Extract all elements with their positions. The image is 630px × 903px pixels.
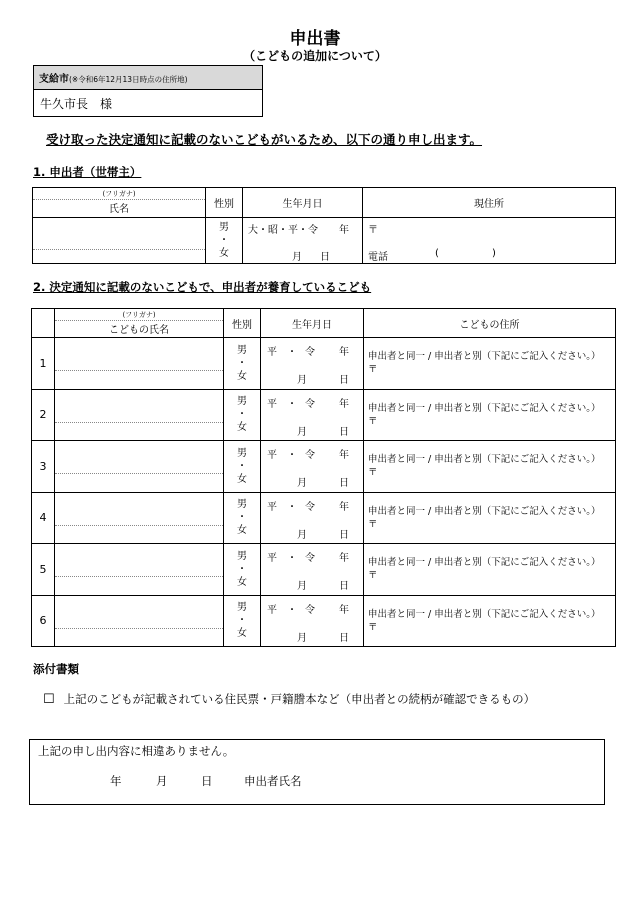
- child-dob-era-reiwa: 令: [305, 553, 315, 564]
- attachment-item: [43, 691, 535, 707]
- applicant-name-label: 氏名: [109, 204, 129, 215]
- children-name-label: こどもの氏名: [109, 324, 169, 336]
- child-dob-era-reiwa: 令: [305, 450, 315, 461]
- applicant-dob-month: 月: [292, 252, 302, 263]
- child-dob-year: 年: [339, 450, 349, 461]
- declaration-text: 上記の申し出内容に相違ありません。: [38, 744, 235, 758]
- children-name-header: [55, 309, 224, 338]
- child-sex-female: 女: [237, 473, 247, 485]
- child-dob-year: 年: [339, 398, 349, 410]
- child-row-number: 4: [32, 492, 55, 544]
- applicant-phone-paren-open: (: [435, 248, 439, 259]
- child-dob-era-heisei: 平: [267, 450, 277, 461]
- child-row: [32, 544, 616, 596]
- applicant-name-input[interactable]: [33, 218, 206, 264]
- child-address-option: 申出者と同一 / 申出者と別（下記にご記入ください。）: [368, 608, 601, 620]
- children-no-header: [32, 309, 55, 338]
- child-sex-male: 男: [237, 447, 247, 459]
- child-sex-male: 男: [237, 602, 247, 614]
- section1-heading: 1. 申出者（世帯主）: [33, 165, 142, 179]
- child-address-input[interactable]: [364, 441, 616, 493]
- child-address-option: 申出者と同一 / 申出者と別（下記にご記入ください。）: [368, 402, 601, 414]
- child-address-option: 申出者と同一 / 申出者と別（下記にご記入ください。）: [368, 505, 601, 517]
- child-dob-year: 年: [339, 347, 349, 358]
- child-dob-month: 月: [297, 478, 307, 489]
- child-dob-input[interactable]: [261, 595, 364, 647]
- child-sex-select[interactable]: [224, 544, 261, 596]
- child-row-number: 1: [32, 338, 55, 390]
- child-dob-era-heisei: 平: [267, 604, 277, 616]
- child-sex-select[interactable]: [224, 389, 261, 441]
- child-name-input[interactable]: [55, 389, 224, 441]
- child-sex-female: 女: [237, 422, 247, 434]
- children-table: [31, 308, 616, 647]
- child-dob-month: 月: [297, 632, 307, 644]
- child-row: [32, 338, 616, 390]
- child-postal-mark: 〒: [368, 364, 378, 376]
- child-sex-select[interactable]: [224, 595, 261, 647]
- child-dob-era-reiwa: 令: [305, 604, 315, 616]
- child-dob-era-dot: ・: [287, 501, 297, 513]
- attachments-title: 添付書類: [33, 662, 79, 676]
- recipient-box: [33, 65, 263, 117]
- child-dob-day: 日: [339, 478, 349, 489]
- applicant-dob-input[interactable]: [243, 218, 363, 264]
- child-sex-male: 男: [237, 499, 247, 511]
- child-dob-month: 月: [297, 529, 307, 541]
- declaration-year: 年: [110, 774, 122, 788]
- applicant-dob-eras: 大・昭・平・令: [248, 225, 318, 236]
- child-dob-input[interactable]: [261, 338, 364, 390]
- child-dob-era-reiwa: 令: [305, 347, 315, 358]
- child-dob-era-dot: ・: [287, 604, 297, 616]
- declaration-box: [29, 739, 605, 805]
- child-sex-dot: ・: [237, 357, 247, 369]
- applicant-sex-male: 男: [219, 222, 229, 233]
- applicant-sex-dot: ・: [219, 235, 229, 246]
- applicant-sex-header: 性別: [206, 188, 243, 218]
- attachment-checkbox[interactable]: ☐: [43, 692, 55, 707]
- applicant-name-header: [33, 188, 206, 218]
- child-sex-female: 女: [237, 628, 247, 640]
- child-row: [32, 441, 616, 493]
- applicant-table: [32, 187, 616, 264]
- child-dob-day: 日: [339, 375, 349, 386]
- declaration-month: 月: [156, 774, 168, 788]
- child-dob-era-dot: ・: [287, 450, 297, 461]
- child-name-input[interactable]: [55, 544, 224, 596]
- child-dob-month: 月: [297, 581, 307, 592]
- applicant-postal-mark: 〒: [368, 225, 378, 236]
- child-address-option: 申出者と同一 / 申出者と別（下記にご記入ください。）: [368, 557, 601, 569]
- child-sex-male: 男: [237, 550, 247, 562]
- child-row-number: 6: [32, 595, 55, 647]
- section2-heading: 2. 決定通知に記載のないこどもで、申出者が養育しているこども: [33, 280, 372, 294]
- child-row: [32, 492, 616, 544]
- child-row-number: 5: [32, 544, 55, 596]
- child-dob-month: 月: [297, 426, 307, 438]
- child-sex-female: 女: [237, 576, 247, 588]
- applicant-address-input[interactable]: [363, 218, 616, 264]
- child-dob-day: 日: [339, 632, 349, 644]
- child-dob-era-dot: ・: [287, 347, 297, 358]
- child-sex-male: 男: [237, 396, 247, 408]
- child-address-input[interactable]: [364, 338, 616, 390]
- child-name-input[interactable]: [55, 492, 224, 544]
- child-address-input[interactable]: [364, 389, 616, 441]
- child-sex-dot: ・: [237, 563, 247, 575]
- child-address-option: 申出者と同一 / 申出者と別（下記にご記入ください。）: [368, 351, 601, 363]
- child-dob-era-dot: ・: [287, 398, 297, 410]
- child-postal-mark: 〒: [368, 467, 378, 479]
- child-dob-input[interactable]: [261, 544, 364, 596]
- child-row: [32, 389, 616, 441]
- child-dob-input[interactable]: [261, 389, 364, 441]
- children-furigana-label: (フリガナ): [55, 311, 223, 321]
- recipient-header: [34, 66, 262, 90]
- declaration-signer-label: 申出者氏名: [244, 774, 302, 788]
- child-sex-select[interactable]: [224, 338, 261, 390]
- child-address-input[interactable]: [364, 544, 616, 596]
- child-dob-day: 日: [339, 529, 349, 541]
- child-dob-input[interactable]: [261, 492, 364, 544]
- child-sex-female: 女: [237, 525, 247, 537]
- applicant-phone-paren-close: ): [492, 248, 496, 259]
- child-dob-day: 日: [339, 581, 349, 592]
- page-title: 申出書: [289, 29, 341, 49]
- children-address-header: こどもの住所: [364, 309, 616, 338]
- children-sex-header: 性別: [224, 309, 261, 338]
- recipient-name: 牛久市長 様: [40, 97, 113, 111]
- child-dob-era-heisei: 平: [267, 553, 277, 564]
- child-address-option: 申出者と同一 / 申出者と別（下記にご記入ください。）: [368, 454, 601, 466]
- applicant-dob-day: 日: [320, 252, 330, 263]
- child-dob-year: 年: [339, 553, 349, 564]
- declaration-day: 日: [201, 774, 213, 788]
- child-dob-input[interactable]: [261, 441, 364, 493]
- applicant-dob-header: 生年月日: [243, 188, 363, 218]
- child-postal-mark: 〒: [368, 570, 378, 582]
- child-sex-dot: ・: [237, 512, 247, 524]
- recipient-header-label: 支給市: [39, 74, 69, 85]
- child-dob-year: 年: [339, 604, 349, 616]
- child-sex-dot: ・: [237, 460, 247, 472]
- child-row-number: 2: [32, 389, 55, 441]
- child-sex-male: 男: [237, 344, 247, 356]
- applicant-sex-select[interactable]: [206, 218, 243, 264]
- applicant-furigana-label: (フリガナ): [33, 190, 205, 200]
- child-dob-era-dot: ・: [287, 553, 297, 564]
- child-row: [32, 595, 616, 647]
- child-dob-era-heisei: 平: [267, 501, 277, 513]
- child-address-input[interactable]: [364, 492, 616, 544]
- child-postal-mark: 〒: [368, 415, 378, 427]
- applicant-sex-female: 女: [219, 248, 229, 259]
- child-name-input[interactable]: [55, 338, 224, 390]
- child-name-input[interactable]: [55, 595, 224, 647]
- child-dob-era-heisei: 平: [267, 347, 277, 358]
- child-dob-year: 年: [339, 501, 349, 513]
- child-sex-female: 女: [237, 370, 247, 382]
- applicant-phone-label: 電話: [368, 252, 388, 263]
- child-name-input[interactable]: [55, 441, 224, 493]
- child-address-input[interactable]: [364, 595, 616, 647]
- child-sex-select[interactable]: [224, 441, 261, 493]
- intro-statement: 受け取った決定通知に記載のないこどもがいるため、以下の通り申し出ます。: [46, 132, 483, 147]
- children-dob-header: 生年月日: [261, 309, 364, 338]
- child-dob-day: 日: [339, 426, 349, 438]
- attachment-item-text: 上記のこどもが記載されている住民票・戸籍謄本など（申出者との続柄が確認できるもの）: [63, 692, 536, 706]
- child-postal-mark: 〒: [368, 621, 378, 633]
- applicant-dob-year: 年: [339, 225, 349, 236]
- child-dob-era-heisei: 平: [267, 398, 277, 410]
- child-dob-era-reiwa: 令: [305, 501, 315, 513]
- applicant-address-header: 現住所: [363, 188, 616, 218]
- child-dob-month: 月: [297, 375, 307, 386]
- child-postal-mark: 〒: [368, 518, 378, 530]
- recipient-header-note: (※令和6年12月13日時点の住所地): [69, 75, 188, 84]
- child-sex-dot: ・: [237, 615, 247, 627]
- page-subtitle: （こどもの追加について）: [243, 49, 387, 63]
- child-row-number: 3: [32, 441, 55, 493]
- child-sex-dot: ・: [237, 409, 247, 421]
- child-dob-era-reiwa: 令: [305, 398, 315, 410]
- child-sex-select[interactable]: [224, 492, 261, 544]
